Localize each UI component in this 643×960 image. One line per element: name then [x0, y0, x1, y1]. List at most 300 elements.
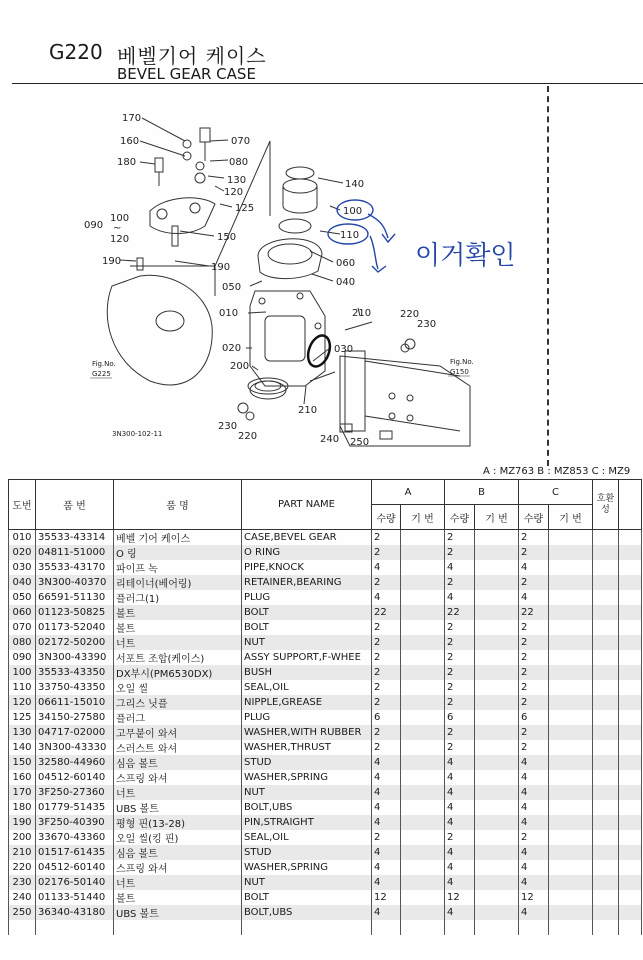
cell-base-a	[401, 890, 445, 905]
cell-name-ko: 스프링 와셔	[114, 860, 242, 875]
filler-cell	[401, 920, 445, 935]
table-row	[9, 605, 642, 620]
cell-base-b	[475, 575, 519, 590]
cell-qty-c: 2	[519, 680, 549, 695]
table-row	[9, 890, 642, 905]
header-name-ko: 품 명	[114, 480, 242, 530]
page-title-korean: 베벨기어 케이스	[117, 44, 267, 68]
cell-name-en: STUD	[242, 755, 372, 770]
cell-name-ko: DX부시(PM6530DX)	[114, 665, 242, 680]
cell-qty-a: 2	[372, 635, 401, 650]
cell-base-a	[401, 530, 445, 546]
label-200: 200	[230, 361, 250, 372]
cell-part-no: 3N300-43330	[36, 740, 114, 755]
cell-no: 020	[9, 545, 36, 560]
cell-qty-a: 2	[372, 620, 401, 635]
cell-no: 070	[9, 620, 36, 635]
cell-base-b	[475, 755, 519, 770]
cell-base-a	[401, 875, 445, 890]
cell-interchange	[593, 680, 619, 695]
cell-base-c	[549, 605, 593, 620]
label-250: 250	[350, 437, 370, 448]
cell-name-ko: UBS 볼트	[114, 800, 242, 815]
cell-extra	[619, 590, 642, 605]
table-row	[9, 905, 642, 920]
cell-base-b	[475, 845, 519, 860]
cell-qty-c: 2	[519, 545, 549, 560]
filler-cell	[114, 920, 242, 935]
bolt-070	[200, 128, 210, 142]
cell-qty-a: 2	[372, 665, 401, 680]
cell-extra	[619, 905, 642, 920]
cell-base-b	[475, 860, 519, 875]
cell-interchange	[593, 605, 619, 620]
cell-base-b	[475, 770, 519, 785]
header-base-a: 기 번	[401, 505, 445, 530]
cell-extra	[619, 785, 642, 800]
cell-extra	[619, 725, 642, 740]
cell-name-en: BOLT	[242, 620, 372, 635]
cell-qty-c: 4	[519, 800, 549, 815]
header-qty-b: 수량	[445, 505, 475, 530]
label-180: 180	[117, 157, 137, 168]
cell-no: 220	[9, 860, 36, 875]
cell-qty-c: 4	[519, 845, 549, 860]
cell-interchange	[593, 740, 619, 755]
cell-base-b	[475, 650, 519, 665]
cell-base-c	[549, 755, 593, 770]
table-row	[9, 695, 642, 710]
cell-base-a	[401, 740, 445, 755]
cell-name-en: NUT	[242, 635, 372, 650]
cell-qty-b: 2	[445, 650, 475, 665]
cell-qty-c: 4	[519, 860, 549, 875]
cell-base-c	[549, 845, 593, 860]
handwritten-note: 이거확인	[415, 241, 516, 271]
header-rule	[12, 83, 643, 84]
cell-qty-a: 2	[372, 830, 401, 845]
retainer-bearing	[258, 239, 322, 279]
cell-name-en: PIN,STRAIGHT	[242, 815, 372, 830]
cell-no: 240	[9, 890, 36, 905]
table-row	[9, 770, 642, 785]
cell-base-b	[475, 710, 519, 725]
cell-base-c	[549, 785, 593, 800]
cell-part-no: 35533-43314	[36, 530, 114, 546]
label-150: 150	[217, 232, 237, 243]
cell-extra	[619, 620, 642, 635]
cell-name-en: NUT	[242, 785, 372, 800]
cell-name-en: WASHER,SPRING	[242, 770, 372, 785]
support-bracket	[150, 198, 215, 234]
cell-base-a	[401, 635, 445, 650]
cell-base-c	[549, 875, 593, 890]
cell-no: 110	[9, 680, 36, 695]
header-no: 도번	[9, 480, 36, 530]
label-210-lower: 210	[298, 405, 318, 416]
cell-part-no: 33750-43350	[36, 680, 114, 695]
cell-name-en: STUD	[242, 845, 372, 860]
table-row	[9, 620, 642, 635]
cell-qty-b: 2	[445, 665, 475, 680]
cell-qty-a: 2	[372, 545, 401, 560]
cell-qty-b: 12	[445, 890, 475, 905]
cell-extra	[619, 890, 642, 905]
cell-base-a	[401, 575, 445, 590]
label-060: 060	[336, 258, 356, 269]
filler-cell	[445, 920, 475, 935]
cell-no: 090	[9, 650, 36, 665]
label-100: 100	[343, 206, 363, 217]
filler-cell	[242, 920, 372, 935]
header-base-c: 기 번	[549, 505, 593, 530]
cell-no: 120	[9, 695, 36, 710]
header-part-no: 품 번	[36, 480, 114, 530]
cell-qty-b: 4	[445, 800, 475, 815]
filler-cell	[475, 920, 519, 935]
label-tilde: ~	[113, 223, 122, 234]
cell-name-ko: O 링	[114, 545, 242, 560]
header-col-a: A	[372, 480, 445, 505]
cell-name-en: WASHER,SPRING	[242, 860, 372, 875]
filler-cell	[593, 920, 619, 935]
label-220-upper: 220	[400, 309, 420, 320]
header-col-b: B	[445, 480, 519, 505]
cell-interchange	[593, 875, 619, 890]
page-title-english: BEVEL GEAR CASE	[117, 65, 256, 83]
cell-name-ko: 평형 핀(13-28)	[114, 815, 242, 830]
cell-part-no: 02172-50200	[36, 635, 114, 650]
label-170: 170	[122, 113, 142, 124]
cell-base-c	[549, 890, 593, 905]
label-190-right: 190	[211, 262, 231, 273]
cell-qty-a: 4	[372, 800, 401, 815]
cell-base-b	[475, 545, 519, 560]
cell-base-b	[475, 725, 519, 740]
cell-base-b	[475, 800, 519, 815]
cell-part-no: 06611-15010	[36, 695, 114, 710]
cell-part-no: 66591-51130	[36, 590, 114, 605]
filler-cell	[36, 920, 114, 935]
cell-name-ko: 그리스 닛플	[114, 695, 242, 710]
cell-extra	[619, 710, 642, 725]
cell-part-no: 01123-50825	[36, 605, 114, 620]
cell-qty-b: 4	[445, 815, 475, 830]
cell-qty-a: 4	[372, 770, 401, 785]
wheel-hub-left	[107, 275, 212, 385]
cell-no: 160	[9, 770, 36, 785]
cell-qty-a: 22	[372, 605, 401, 620]
cell-base-a	[401, 785, 445, 800]
cell-qty-b: 2	[445, 740, 475, 755]
header-name-en: PART NAME	[242, 480, 372, 530]
cell-base-c	[549, 740, 593, 755]
table-row	[9, 845, 642, 860]
cell-base-b	[475, 665, 519, 680]
fig-ref-right-caption: Fig.No.	[450, 358, 474, 366]
cell-name-en: BOLT	[242, 605, 372, 620]
cell-qty-b: 2	[445, 725, 475, 740]
cell-qty-c: 2	[519, 740, 549, 755]
cell-qty-a: 2	[372, 530, 401, 546]
cell-interchange	[593, 800, 619, 815]
table-row	[9, 650, 642, 665]
cell-interchange	[593, 785, 619, 800]
cell-qty-a: 12	[372, 890, 401, 905]
cell-no: 230	[9, 875, 36, 890]
table-row	[9, 830, 642, 845]
cell-name-en: NUT	[242, 875, 372, 890]
cell-name-ko: 너트	[114, 785, 242, 800]
filler-cell	[619, 920, 642, 935]
cell-interchange	[593, 710, 619, 725]
label-040: 040	[336, 277, 356, 288]
cell-base-c	[549, 770, 593, 785]
cell-qty-c: 2	[519, 650, 549, 665]
cell-no: 210	[9, 845, 36, 860]
cell-qty-c: 2	[519, 695, 549, 710]
cell-name-ko: 오일 씰(킹 핀)	[114, 830, 242, 845]
table-row	[9, 545, 642, 560]
cell-base-c	[549, 815, 593, 830]
page-code: G220	[49, 40, 103, 64]
cell-no: 200	[9, 830, 36, 845]
cell-base-c	[549, 710, 593, 725]
cell-qty-b: 2	[445, 575, 475, 590]
cell-base-c	[549, 560, 593, 575]
cell-name-en: PIPE,KNOCK	[242, 560, 372, 575]
label-020: 020	[222, 343, 242, 354]
table-row	[9, 740, 642, 755]
cell-base-b	[475, 530, 519, 546]
cell-interchange	[593, 890, 619, 905]
cell-interchange	[593, 695, 619, 710]
table-row	[9, 530, 642, 546]
cell-name-ko: 볼트	[114, 890, 242, 905]
cell-name-ko: 너트	[114, 875, 242, 890]
cell-qty-b: 4	[445, 560, 475, 575]
cell-qty-c: 2	[519, 620, 549, 635]
table-row	[9, 800, 642, 815]
cell-base-c	[549, 530, 593, 546]
cell-interchange	[593, 530, 619, 546]
highlight-circle-030	[304, 333, 334, 370]
fig-ref-left: G225	[92, 370, 111, 378]
cell-name-en: BUSH	[242, 665, 372, 680]
cell-interchange	[593, 830, 619, 845]
cell-qty-c: 2	[519, 530, 549, 546]
cell-qty-b: 2	[445, 695, 475, 710]
cell-no: 030	[9, 560, 36, 575]
cell-name-en: O RING	[242, 545, 372, 560]
table-row	[9, 710, 642, 725]
cell-base-b	[475, 680, 519, 695]
cell-base-c	[549, 665, 593, 680]
cell-base-a	[401, 680, 445, 695]
cell-qty-b: 4	[445, 590, 475, 605]
header-extra	[619, 480, 642, 530]
cell-qty-b: 2	[445, 620, 475, 635]
cell-no: 180	[9, 800, 36, 815]
cell-name-en: BOLT,UBS	[242, 905, 372, 920]
cell-extra	[619, 635, 642, 650]
cell-qty-a: 2	[372, 740, 401, 755]
cell-part-no: 02176-50140	[36, 875, 114, 890]
cell-extra	[619, 665, 642, 680]
cell-no: 130	[9, 725, 36, 740]
cell-name-ko: 볼트	[114, 620, 242, 635]
cell-qty-b: 2	[445, 530, 475, 546]
cell-part-no: 04717-02000	[36, 725, 114, 740]
cell-qty-b: 2	[445, 680, 475, 695]
table-row	[9, 590, 642, 605]
cell-extra	[619, 815, 642, 830]
cell-name-en: PLUG	[242, 710, 372, 725]
cell-base-b	[475, 590, 519, 605]
cell-base-c	[549, 635, 593, 650]
cell-name-en: BOLT,UBS	[242, 800, 372, 815]
cell-interchange	[593, 650, 619, 665]
cell-interchange	[593, 575, 619, 590]
cell-name-ko: 너트	[114, 635, 242, 650]
label-030: 030	[334, 344, 354, 355]
cell-name-ko: 고무붙이 와셔	[114, 725, 242, 740]
cell-base-a	[401, 830, 445, 845]
cell-base-b	[475, 695, 519, 710]
filler-cell	[372, 920, 401, 935]
cell-part-no: 32580-44960	[36, 755, 114, 770]
table-row	[9, 635, 642, 650]
cell-qty-c: 2	[519, 725, 549, 740]
cell-extra	[619, 545, 642, 560]
filler-cell	[549, 920, 593, 935]
cell-extra	[619, 875, 642, 890]
cell-interchange	[593, 755, 619, 770]
label-220-lower: 220	[238, 431, 258, 442]
cell-name-en: WASHER,THRUST	[242, 740, 372, 755]
cell-part-no: 01173-52040	[36, 620, 114, 635]
cell-qty-c: 2	[519, 665, 549, 680]
cell-name-ko: UBS 볼트	[114, 905, 242, 920]
table-row	[9, 575, 642, 590]
cell-no: 040	[9, 575, 36, 590]
cell-qty-c: 4	[519, 875, 549, 890]
cell-qty-c: 4	[519, 815, 549, 830]
cell-qty-a: 4	[372, 875, 401, 890]
label-160: 160	[120, 136, 140, 147]
cell-extra	[619, 695, 642, 710]
cell-base-c	[549, 680, 593, 695]
cell-qty-c: 2	[519, 575, 549, 590]
cell-interchange	[593, 860, 619, 875]
cell-extra	[619, 530, 642, 546]
cell-name-en: RETAINER,BEARING	[242, 575, 372, 590]
cell-base-a	[401, 800, 445, 815]
cell-name-ko: 베벨 기어 케이스	[114, 530, 242, 546]
cell-no: 150	[9, 755, 36, 770]
cell-interchange	[593, 665, 619, 680]
cell-qty-a: 2	[372, 650, 401, 665]
cell-no: 250	[9, 905, 36, 920]
cell-extra	[619, 770, 642, 785]
mounting-flange	[345, 351, 365, 431]
cell-part-no: 36340-43180	[36, 905, 114, 920]
parts-table	[8, 479, 642, 935]
cell-name-en: SEAL,OIL	[242, 830, 372, 845]
cell-part-no: 01517-61435	[36, 845, 114, 860]
cell-base-b	[475, 890, 519, 905]
cell-qty-a: 2	[372, 695, 401, 710]
label-120: 120	[224, 187, 244, 198]
cell-qty-a: 2	[372, 725, 401, 740]
label-130: 130	[227, 175, 247, 186]
cell-part-no: 35533-43170	[36, 560, 114, 575]
cell-name-ko: 파이프 녹	[114, 560, 242, 575]
cell-part-no: 04512-60140	[36, 860, 114, 875]
cell-interchange	[593, 725, 619, 740]
table-row	[9, 860, 642, 875]
cell-base-a	[401, 590, 445, 605]
cell-base-c	[549, 860, 593, 875]
filler-cell	[519, 920, 549, 935]
cell-interchange	[593, 815, 619, 830]
cell-extra	[619, 755, 642, 770]
label-140: 140	[345, 179, 365, 190]
cell-qty-c: 2	[519, 635, 549, 650]
cell-interchange	[593, 590, 619, 605]
cell-base-b	[475, 620, 519, 635]
dashed-divider	[547, 86, 549, 466]
cell-name-en: ASSY SUPPORT,F-WHEE	[242, 650, 372, 665]
cell-qty-c: 4	[519, 590, 549, 605]
cell-base-c	[549, 905, 593, 920]
table-row	[9, 785, 642, 800]
cell-extra	[619, 650, 642, 665]
cell-no: 060	[9, 605, 36, 620]
cell-name-en: NIPPLE,GREASE	[242, 695, 372, 710]
fig-ref-left-caption: Fig.No.	[92, 360, 116, 368]
cell-qty-c: 2	[519, 830, 549, 845]
cell-part-no: 34150-27580	[36, 710, 114, 725]
cell-base-a	[401, 905, 445, 920]
table-row	[9, 560, 642, 575]
cell-qty-c: 12	[519, 890, 549, 905]
model-legend: A : MZ763 B : MZ853 C : MZ9	[483, 466, 631, 477]
cell-name-en: BOLT	[242, 890, 372, 905]
cell-qty-a: 4	[372, 860, 401, 875]
cell-part-no: 01779-51435	[36, 800, 114, 815]
cell-part-no: 01133-51440	[36, 890, 114, 905]
label-090: 090	[84, 220, 104, 231]
cell-base-c	[549, 620, 593, 635]
cell-base-a	[401, 860, 445, 875]
cell-qty-b: 2	[445, 545, 475, 560]
header-col-c: C	[519, 480, 593, 505]
cell-base-a	[401, 545, 445, 560]
cell-name-ko: 오일 씰	[114, 680, 242, 695]
table-row	[9, 755, 642, 770]
cell-base-c	[549, 545, 593, 560]
cell-qty-b: 4	[445, 845, 475, 860]
table-row	[9, 665, 642, 680]
cell-qty-b: 4	[445, 905, 475, 920]
cell-no: 050	[9, 590, 36, 605]
cell-qty-a: 4	[372, 905, 401, 920]
cell-qty-a: 4	[372, 845, 401, 860]
cell-base-c	[549, 695, 593, 710]
cell-qty-b: 4	[445, 770, 475, 785]
oil-seal	[279, 219, 311, 233]
